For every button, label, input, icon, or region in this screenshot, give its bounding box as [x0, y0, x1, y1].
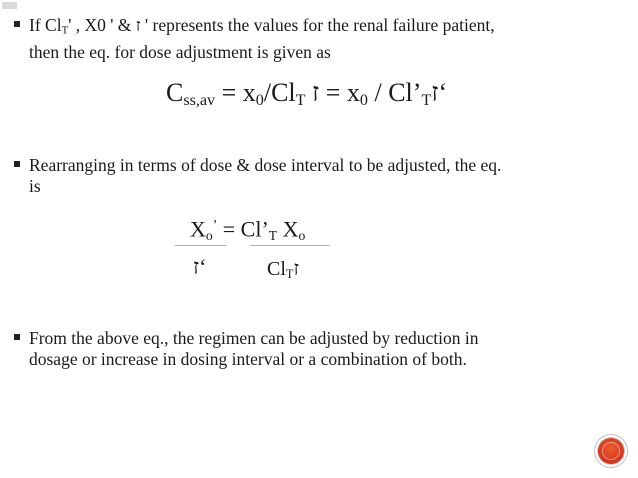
bullet-item-3 [14, 328, 614, 370]
square-bullet-icon [14, 334, 20, 340]
equation-2-denominator-right: $Cl_Tז$ [267, 258, 300, 282]
square-bullet-icon [14, 161, 20, 167]
bullet-3-text: From the above eq., the regimen can be adjusted by reduction in dosage or increase in dosing interval or a combination of both. [29, 328, 479, 369]
fraction-bar-left [175, 245, 227, 246]
equation-2-numerator: $X_o^’$ = $Cl’_T$ $X_o$ [190, 216, 306, 243]
bullet-1-text: If $Cl_T'$ , X0 ' & ז ' represents the values for the renal failure patient, then the eq. for dose adjustment is given as [29, 15, 495, 62]
bullet-2-text: Rearranging in terms of dose & dose interval to be adjusted, the eq. is [29, 155, 502, 196]
circle-nav-icon[interactable] [598, 438, 624, 464]
fraction-bar-right [250, 245, 330, 246]
bullet-item-1 [14, 15, 614, 63]
square-bullet-icon [14, 21, 20, 27]
corner-decoration [2, 2, 17, 9]
equation-dose-adjustment: $C_{ss,av} = x_0/Cl_T$ ז = $x_0$ / $Cl’_Tז‘$ [166, 78, 448, 110]
bullet-item-2 [14, 155, 614, 197]
equation-2-denominator-left: ז‘ [193, 254, 207, 279]
